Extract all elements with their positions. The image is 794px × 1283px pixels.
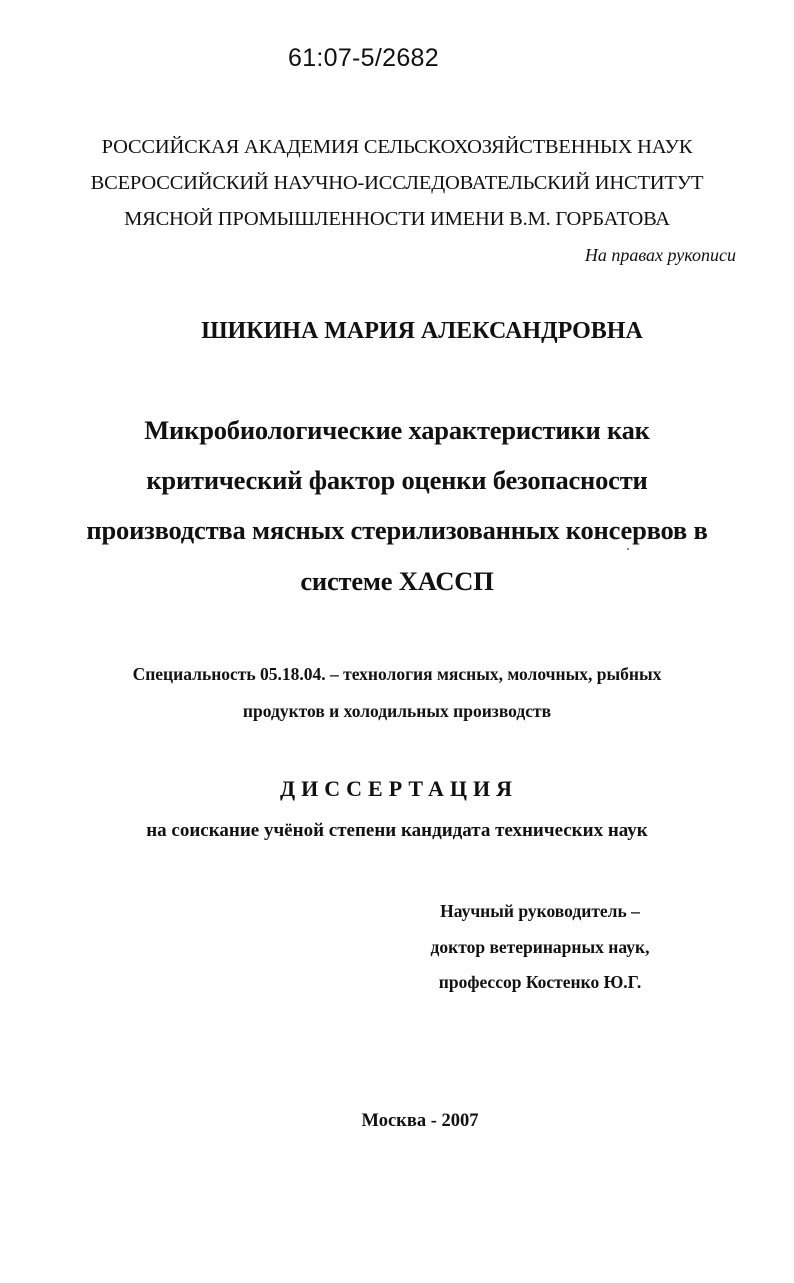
supervisor-line-2: доктор ветеринарных наук, xyxy=(430,937,650,957)
title-line-4: системе ХАССП xyxy=(300,566,494,596)
supervisor-line-3: профессор Костенко Ю.Г. xyxy=(438,972,642,992)
supervisor-line-1: Научный руководитель – xyxy=(440,901,640,921)
organization-line-2: ВСЕРОССИЙСКИЙ НАУЧНО-ИССЛЕДОВАТЕЛЬСКИЙ ИНСТИТУТ xyxy=(90,172,704,194)
title-line-3: производства мясных стерилизованных консервов в xyxy=(86,515,708,545)
city-year: Москва - 2007 xyxy=(361,1111,479,1131)
organization-line-1: РОССИЙСКАЯ АКАДЕМИЯ СЕЛЬСКОХОЗЯЙСТВЕННЫХ НАУК xyxy=(101,136,693,158)
organization-line-3: МЯСНОЙ ПРОМЫШЛЕННОСТИ ИМЕНИ В.М. ГОРБАТОВА xyxy=(124,208,670,230)
work-type: ДИССЕРТАЦИЯ xyxy=(280,776,518,801)
author-name: ШИКИНА МАРИЯ АЛЕКСАНДРОВНА xyxy=(201,318,643,344)
title-line-2: критический фактор оценки безопасности xyxy=(146,465,648,495)
manuscript-note: На правах рукописи xyxy=(584,245,736,265)
title-line-1: Микробиологические характеристики как xyxy=(144,415,650,445)
scan-speck xyxy=(627,548,629,550)
specialty-line-2: продуктов и холодильных производств xyxy=(242,701,552,721)
degree-line: на соискание учёной степени кандидата технических наук xyxy=(146,820,648,841)
specialty-line-1: Специальность 05.18.04. – технология мясных, молочных, рыбных xyxy=(132,664,662,684)
archive-code: 61:07-5/2682 xyxy=(288,44,439,72)
